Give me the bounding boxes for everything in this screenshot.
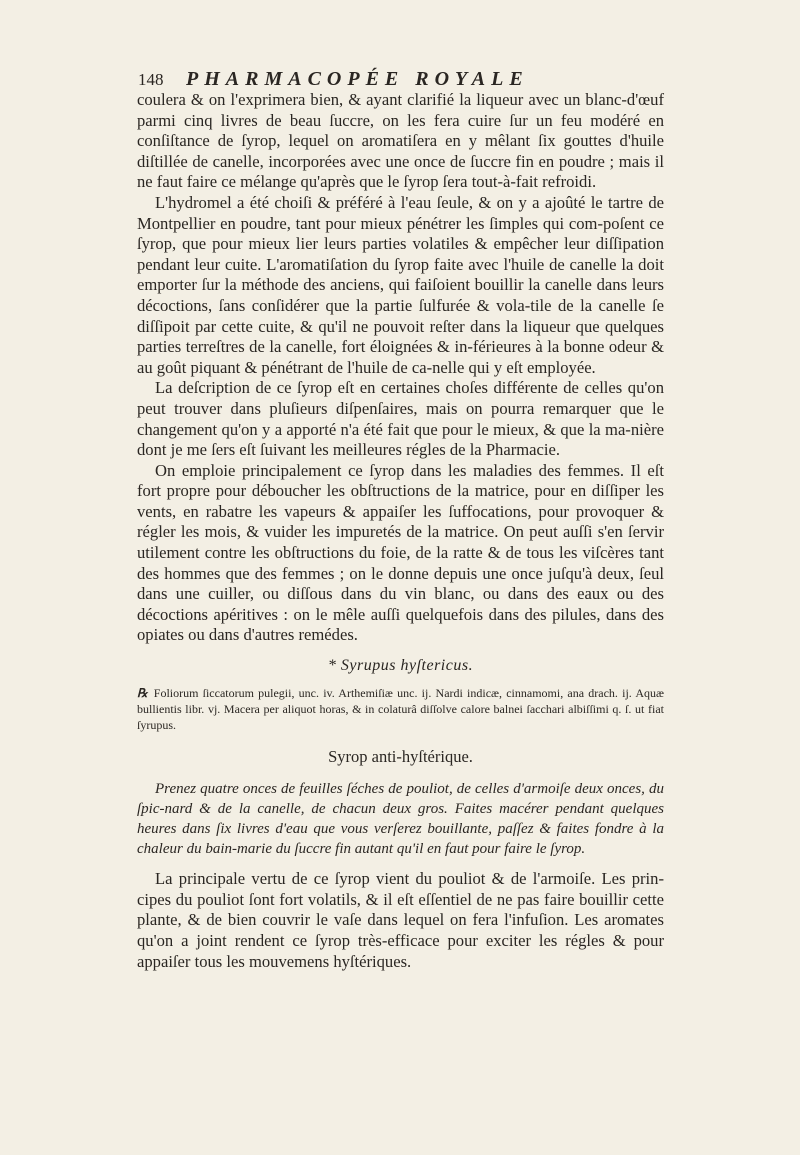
paragraph-closing: La principale vertu de ce ſyrop vient du pouliot & de l'armoiſe. Les prin-cipes du pouliot ſont fort volatils, & il eſt eſſentiel de ne pas faire bouillir cette plante, & de bien couvrir le vaſe dans lequel on fera l'infuſion. Les aromates qu'on a joint rendent ce ſyrop très-efficace pour exciter les régles & pour appaiſer tous les mouvemens hyſtériques. (137, 869, 664, 971)
body-text (137, 90, 664, 972)
page-number: 148 (138, 70, 164, 89)
recipe-latin-body: Foliorum ſiccatorum pulegii, unc. iv. Arthemiſiæ unc. ij. Nardi indicæ, cinnamomi, ana drach. ij. Aquæ bullientis libr. vj. Macera per aliquot horas, & in colaturâ diſſolve calore balnei ſacchari albiſſimi q. ſ. ut fiat ſyrupus. (137, 685, 664, 732)
recipe-latin-title: * Syrupus hyſtericus. (327, 657, 474, 675)
paragraph-hydromel: L'hydromel a été choiſi & préféré à l'eau ſeule, & on y a ajoûté le tartre de Montpellier en poudre, tant pour mieux pénétrer les ſimples qui com-poſent ce ſyrop, que pour mieux lier leurs parties volatiles & empêcher leur diſſipation pendant leur cuite. L'aromatiſation du ſyrop faite avec l'huile de canelle la doit emporter ſur la méthode des anciens, qui faiſoient bouillir la canelle dans leurs décoctions, ſans conſidérer que la partie ſulfurée & vola-tile de la canelle ſe diſſipoit par cette cuite, & qu'il ne pouvoit reſter dans la liqueur que quelques parties terreſtres de la canelle, fort éloignées & in-férieures à la bonne odeur & au goût piquant & pénétrant de l'huile de ca-nelle qui y eſt employée. (137, 192, 664, 377)
recipe-french-text: Prenez quatre onces de feuilles ſéches de pouliot, de celles d'armoiſe deux onces, du ſpic-nard & de la canelle, de chacun deux gros. Faites macérer pendant quelques heures dans ſix livres d'eau que vous verſerez bouillante, paſſez & faites fondre à la chaleur du bain-marie du ſuccre fin autant qu'il en faut pour faire le ſyrop. (137, 781, 664, 858)
paragraph-description: La deſcription de ce ſyrop eſt en certaines choſes différente de celles qu'on peut trouver dans pluſieurs diſpenſaires, mais on pourra remarquer que le changement qu'on y a apporté n'a été fait que pour le mieux, & que la ma-nière dont je me ſers eſt ſuivant les meilleures régles de la Pharmacie. (137, 378, 664, 460)
recipe-latin-text (137, 685, 664, 733)
paragraph-usage: On emploie principalement ce ſyrop dans les maladies des femmes. Il eſt fort propre pour déboucher les obſtructions de la matrice, pour en diſſiper les vents, en rabatre les vapeurs & appaiſer les ſuffocations, pour provoquer & régler les mois, & vuider les impuretés de la matrice. On peut auſſi s'en ſervir utilement contre les obſtructions du foie, de la ratte & de tous les viſcères tant des hommes que des femmes ; on le donne depuis une once juſqu'à deux, ſeul dans une cuiller, ou diſſous dans du vin blanc, ou dans des eaux ou des décoctions apéritives : on le mêle auſſi quelquefois dans des pilules, dans des opiates ou dans d'autres remédes. (137, 460, 664, 645)
page-header (138, 68, 658, 92)
recipe-symbol-icon: ℞ (137, 685, 148, 700)
paragraph-continuation: coulera & on l'exprimera bien, & ayant clarifié la liqueur avec un blanc-d'œuf parmi cinq livres de beau ſuccre, on les fera cuire ſur un feu modéré en conſiſtance de ſyrop, lequel on aromatiſera en y mêlant ſix gouttes d'huile diſtillée de canelle, incorporées avec une once de ſuccre fin en poudre ; mais il ne faut faire ce mélange qu'après que le ſyrop ſera tout-à-fait refroidi. (137, 90, 664, 192)
running-title: PHARMACOPÉE ROYALE (186, 68, 529, 90)
recipe-french-title: Syrop anti-hyſtérique. (328, 746, 473, 766)
